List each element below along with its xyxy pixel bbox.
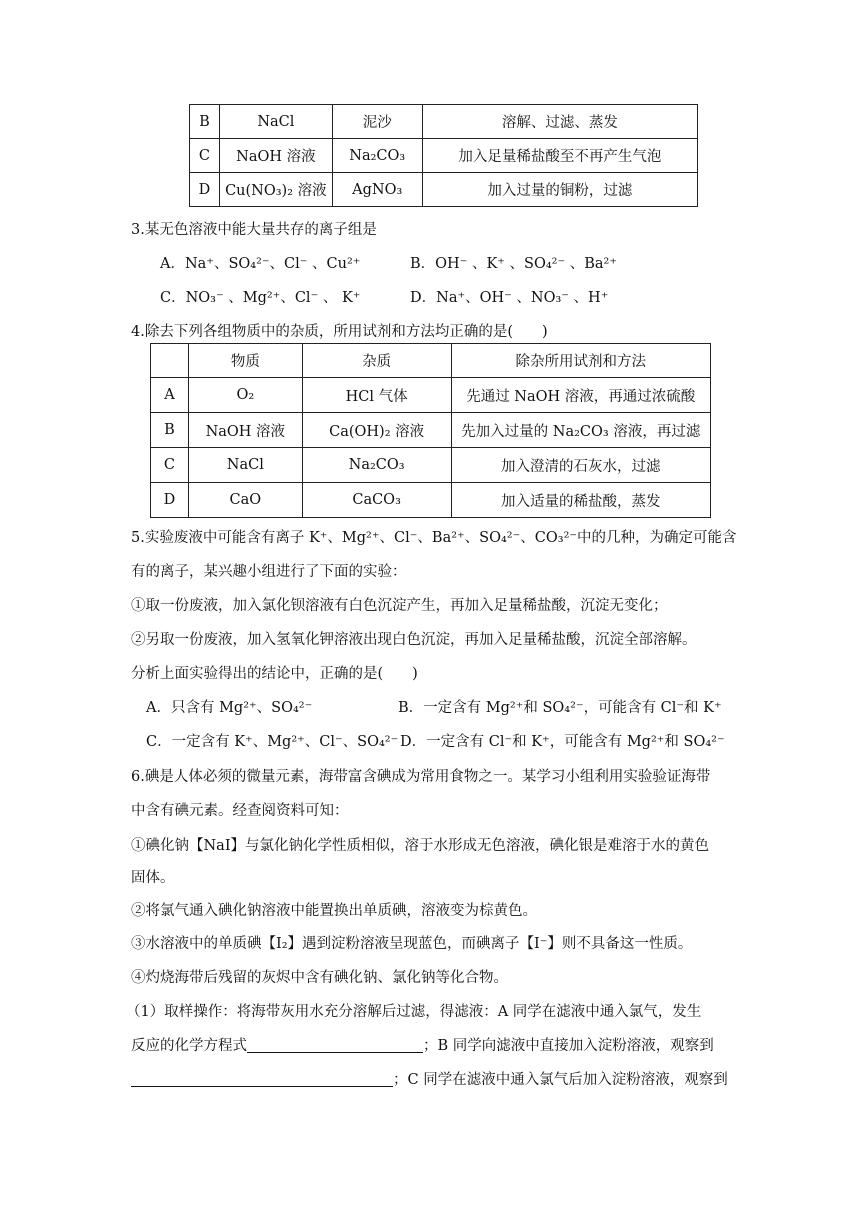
- table-cell: NaCl: [219, 105, 332, 139]
- q5-step1: ①取一份废液，加入氯化钡溶液有白色沉淀产生，再加入足量稀盐酸，沉淀无变化；: [131, 598, 668, 614]
- q6-sub1-c-text: ；C 同学在滤液中通入氯气后加入淀粉溶液，观察到: [393, 1072, 728, 1088]
- q6-info1-line2: 固体。: [131, 870, 175, 886]
- q6-info2: ②将氯气通入碘化钠溶液中能置换出单质碘，溶液变为棕黄色。: [131, 903, 537, 919]
- q6-info1-line1: ①碘化钠【NaI】与氯化钠化学性质相似，溶于水形成无色溶液，碘化银是难溶于水的黄色: [131, 838, 710, 854]
- q6-sub1-b-text: ；B 同学向滤液中直接加入淀粉溶液，观察到: [423, 1038, 714, 1054]
- q5-option-c: C．一定含有 K⁺、Mg²⁺、Cl⁻、SO₄²⁻: [146, 734, 399, 750]
- table-row: [151, 448, 711, 483]
- table-cell: Na₂CO₃: [332, 139, 422, 173]
- q3-stem: 3.某无色溶液中能大量共存的离子组是: [131, 222, 377, 238]
- table-cell: C: [151, 448, 189, 483]
- table-cell: O₂: [188, 378, 302, 413]
- table-cell: 先通过 NaOH 溶液，再通过浓硫酸: [451, 378, 711, 413]
- table-cell: Ca(OH)₂ 溶液: [302, 413, 451, 448]
- table-row: [151, 413, 711, 448]
- table-cell: 加入过量的铜粉，过滤: [422, 173, 697, 207]
- table-row: [190, 139, 698, 173]
- table-cell: B: [151, 413, 189, 448]
- table-cell: 先加入过量的 Na₂CO₃ 溶液，再过滤: [451, 413, 711, 448]
- table-cell: NaOH 溶液: [219, 139, 332, 173]
- q3-option-a: A．Na⁺、SO₄²⁻、Cl⁻ 、Cu²⁺: [160, 256, 361, 272]
- table-cell: 加入澄清的石灰水，过滤: [451, 448, 711, 483]
- q5-ask: 分析上面实验得出的结论中，正确的是( ): [131, 666, 418, 682]
- table-q4: [150, 343, 711, 518]
- q6-sub1-line2: [131, 1034, 714, 1055]
- table-cell: Cu(NO₃)₂ 溶液: [219, 173, 332, 207]
- table-cell: NaOH 溶液: [188, 413, 302, 448]
- table-cell: CaO: [188, 483, 302, 518]
- table-header: 物质: [188, 344, 302, 378]
- table-cell: B: [190, 105, 220, 139]
- q5-option-d: D．一定含有 Cl⁻和 K⁺，可能含有 Mg²⁺和 SO₄²⁻: [400, 734, 725, 750]
- table-cell: 泥沙: [332, 105, 422, 139]
- q3-option-c: C．NO₃⁻ 、Mg²⁺、Cl⁻ 、 K⁺: [160, 290, 361, 306]
- answer-blank-equation[interactable]: [247, 1038, 423, 1053]
- q5-stem-line1: 5.实验废液中可能含有离子 K⁺、Mg²⁺、Cl⁻、Ba²⁺、SO₄²⁻、CO₃²⁻中的几种，为确定可能含: [131, 530, 737, 546]
- q4-stem: 4.除去下列各组物质中的杂质，所用试剂和方法均正确的是( ): [131, 324, 548, 340]
- table-cell: 溶解、过滤、蒸发: [422, 105, 697, 139]
- table-row: [151, 378, 711, 413]
- table-cell: HCl 气体: [302, 378, 451, 413]
- table-cell: D: [151, 483, 189, 518]
- table-cell: Na₂CO₃: [302, 448, 451, 483]
- q5-step2: ②另取一份废液，加入氢氧化钾溶液出现白色沉淀，再加入足量稀盐酸，沉淀全部溶解。: [131, 632, 697, 648]
- table-cell: CaCO₃: [302, 483, 451, 518]
- table-row: [190, 105, 698, 139]
- table-header: 杂质: [302, 344, 451, 378]
- q3-option-d: D．Na⁺、OH⁻ 、NO₃⁻ 、H⁺: [410, 290, 609, 306]
- table-cell: AgNO₃: [332, 173, 422, 207]
- table-header-row: [151, 344, 711, 378]
- table-cell: C: [190, 139, 220, 173]
- table-cell: 加入适量的稀盐酸，蒸发: [451, 483, 711, 518]
- table-row: [190, 173, 698, 207]
- q5-option-b: B．一定含有 Mg²⁺和 SO₄²⁻，可能含有 Cl⁻和 K⁺: [398, 700, 722, 716]
- table-top: [189, 104, 698, 207]
- q6-info4: ④灼烧海带后残留的灰烬中含有碘化钠、氯化钠等化合物。: [131, 970, 508, 986]
- table-cell: D: [190, 173, 220, 207]
- q6-info3: ③水溶液中的单质碘【I₂】遇到淀粉溶液呈现蓝色，而碘离子【I⁻】则不具备这一性质。: [131, 936, 693, 952]
- table-cell: 加入足量稀盐酸至不再产生气泡: [422, 139, 697, 173]
- answer-blank-observation[interactable]: [131, 1072, 393, 1087]
- table-header: 除杂所用试剂和方法: [451, 344, 711, 378]
- table-cell: NaCl: [188, 448, 302, 483]
- q5-option-a: A．只含有 Mg²⁺、SO₄²⁻: [146, 700, 313, 716]
- q5-stem-line2: 有的离子，某兴趣小组进行了下面的实验：: [131, 564, 407, 580]
- q6-stem-line1: 6.碘是人体必须的微量元素，海带富含碘成为常用食物之一。某学习小组利用实验验证海带: [131, 769, 711, 785]
- q6-sub1-line3: [131, 1068, 728, 1089]
- table-header: [151, 344, 189, 378]
- q6-sub1-label: 反应的化学方程式: [131, 1038, 247, 1054]
- q3-option-b: B．OH⁻ 、K⁺ 、SO₄²⁻ 、Ba²⁺: [410, 256, 618, 272]
- q6-stem-line2: 中含有碘元素。经查阅资料可知：: [131, 803, 349, 819]
- table-row: [151, 483, 711, 518]
- q6-sub1-line1: （1）取样操作：将海带灰用水充分溶解后过滤，得滤液：A 同学在滤液中通入氯气，发生: [126, 1004, 702, 1020]
- table-cell: A: [151, 378, 189, 413]
